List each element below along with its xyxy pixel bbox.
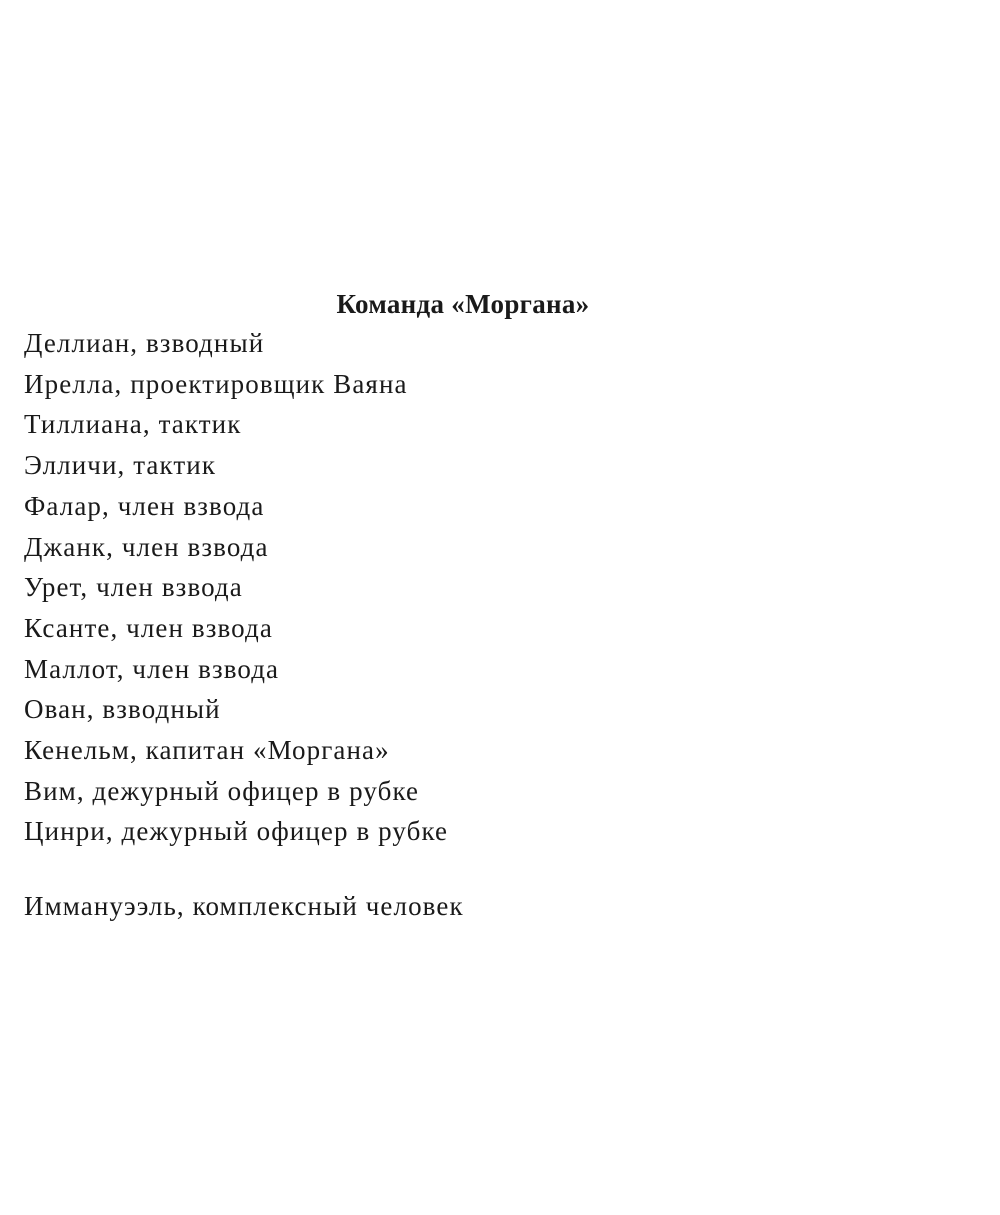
- page-heading: Команда «Моргана»: [336, 289, 590, 319]
- crew-list-item: Фалар, член взвода: [24, 490, 265, 521]
- crew-list-item: Кенельм, капитан «Моргана»: [24, 735, 390, 766]
- crew-list-item: Ован, взводный: [24, 694, 221, 725]
- crew-list-item: Вим, дежурный офицер в рубке: [24, 775, 420, 806]
- extra-character-entry: Иммануээль, комплексный человек: [24, 891, 464, 921]
- crew-list-item: Тиллиана, тактик: [24, 409, 242, 440]
- crew-list-item: Джанк, член взвода: [24, 531, 269, 562]
- crew-list: [24, 323, 448, 852]
- crew-list-item: Урет, член взвода: [24, 572, 243, 603]
- crew-list-item: Ксанте, член взвода: [24, 612, 273, 643]
- crew-list-item: Элличи, тактик: [24, 450, 217, 481]
- crew-list-item: Маллот, член взвода: [24, 653, 280, 684]
- crew-list-item: Цинри, дежурный офицер в рубке: [24, 816, 449, 847]
- crew-list-item: Ирелла, проектировщик Ваяна: [24, 368, 408, 399]
- crew-list-item: Деллиан, взводный: [24, 328, 265, 358]
